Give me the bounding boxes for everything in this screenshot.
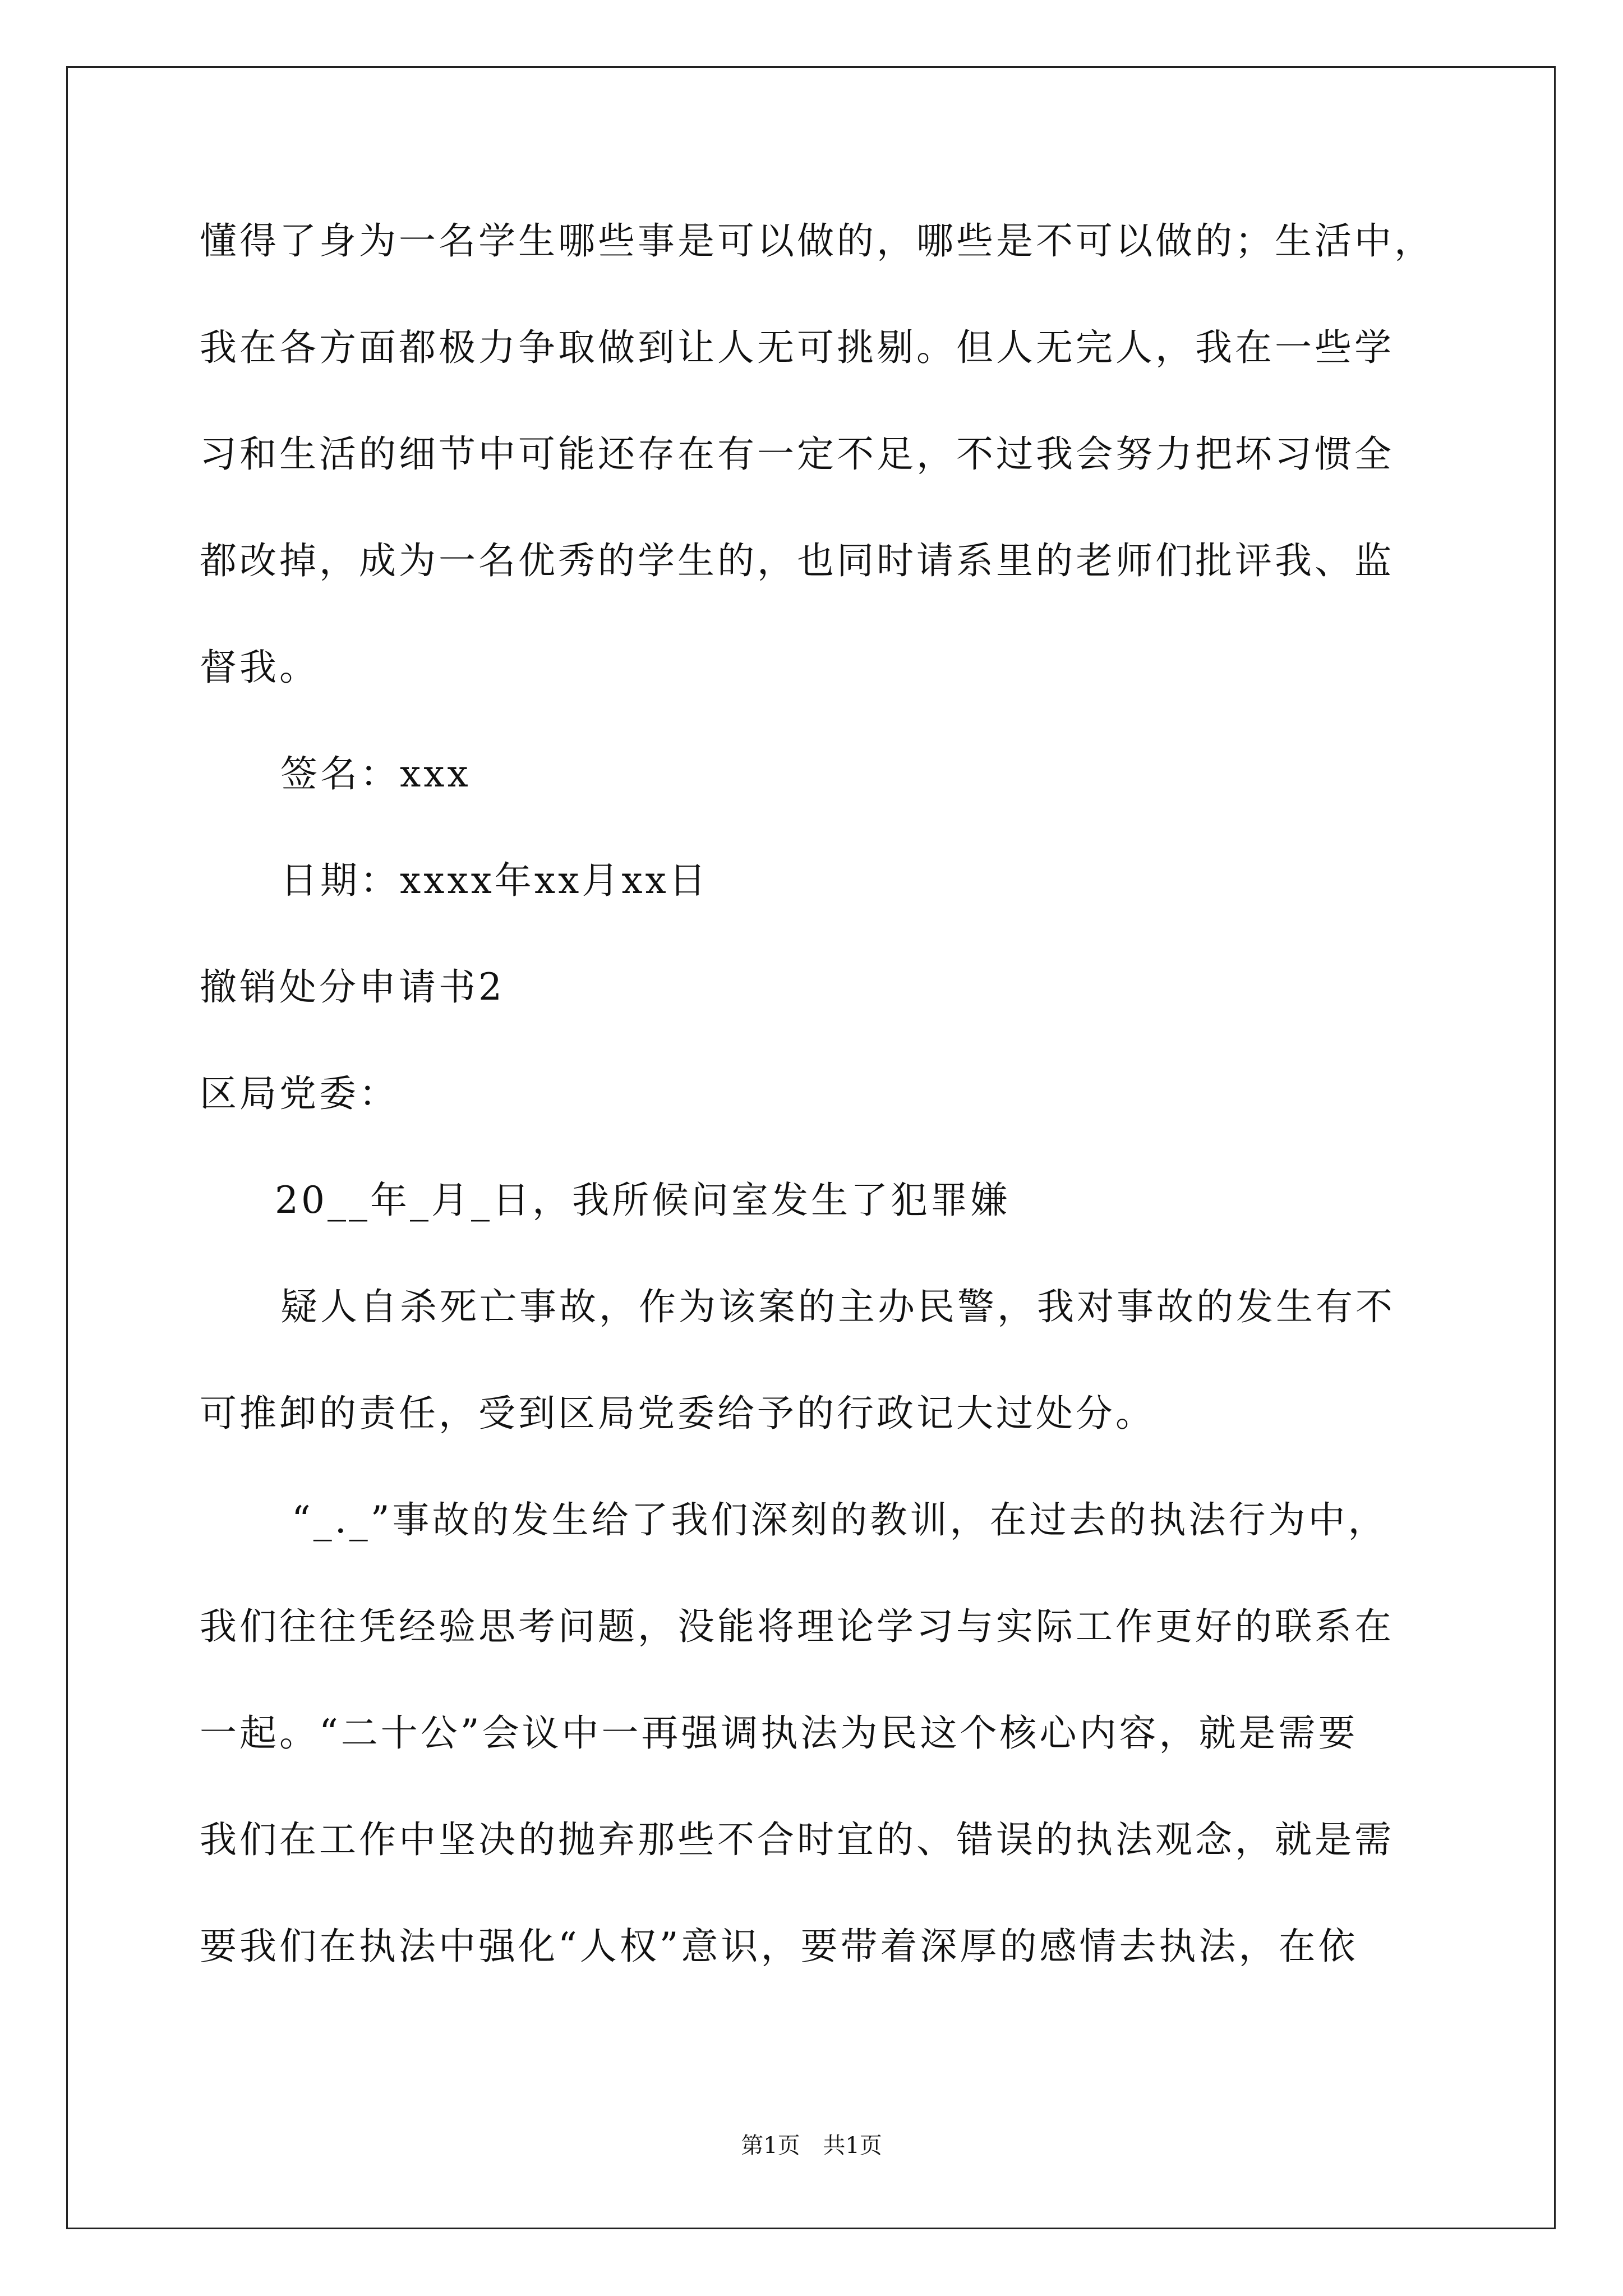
page-footer <box>0 2132 1623 2160</box>
body-line-5: 督我。 <box>200 646 319 689</box>
body-line-11: 一起。“二十公”会议中一再强调执法为民这个核心内容，就是需要 <box>200 1711 1358 1755</box>
body-line-4: 都改掉，成为一名优秀的学生的，也同时请系里的老师们批评我、监 <box>200 539 1394 582</box>
body-line-13: 要我们在执法中强化“人权”意识，要带着深厚的感情去执法，在依 <box>200 1925 1358 1968</box>
body-line-1: 懂得了身为一名学生哪些事是可以做的，哪些是不可以做的；生活中， <box>200 219 1434 263</box>
body-line-2: 我在各方面都极力争取做到让人无可挑剔。但人无完人，我在一些学 <box>200 326 1394 369</box>
page-total: 共1页 <box>823 2133 882 2159</box>
page-frame <box>66 66 1556 2229</box>
body-line-7: 疑人自杀死亡事故，作为该案的主办民警，我对事故的发生有不 <box>280 1285 1395 1328</box>
date-line: 日期：xxxx年xx月xx日 <box>280 859 709 902</box>
section-title: 撤销处分申请书2 <box>200 965 505 1009</box>
recipient-line: 区局党委： <box>200 1072 399 1115</box>
signature-line: 签名：xxx <box>280 752 471 795</box>
body-line-9: “_._”事故的发生给了我们深刻的教训，在过去的执法行为中， <box>292 1498 1388 1542</box>
body-line-12: 我们在工作中坚决的抛弃那些不合时宜的、错误的执法观念，就是需 <box>200 1818 1394 1861</box>
page-number: 第1页 <box>741 2133 800 2159</box>
body-line-10: 我们往往凭经验思考问题，没能将理论学习与实际工作更好的联系在 <box>200 1605 1394 1648</box>
body-line-8: 可推卸的责任，受到区局党委给予的行政记大过处分。 <box>200 1392 1155 1435</box>
body-line-3: 习和生活的细节中可能还存在有一定不足，不过我会努力把坏习惯全 <box>200 432 1394 476</box>
body-line-6: 20__年_月_日，我所候问室发生了犯罪嫌 <box>275 1179 1010 1222</box>
